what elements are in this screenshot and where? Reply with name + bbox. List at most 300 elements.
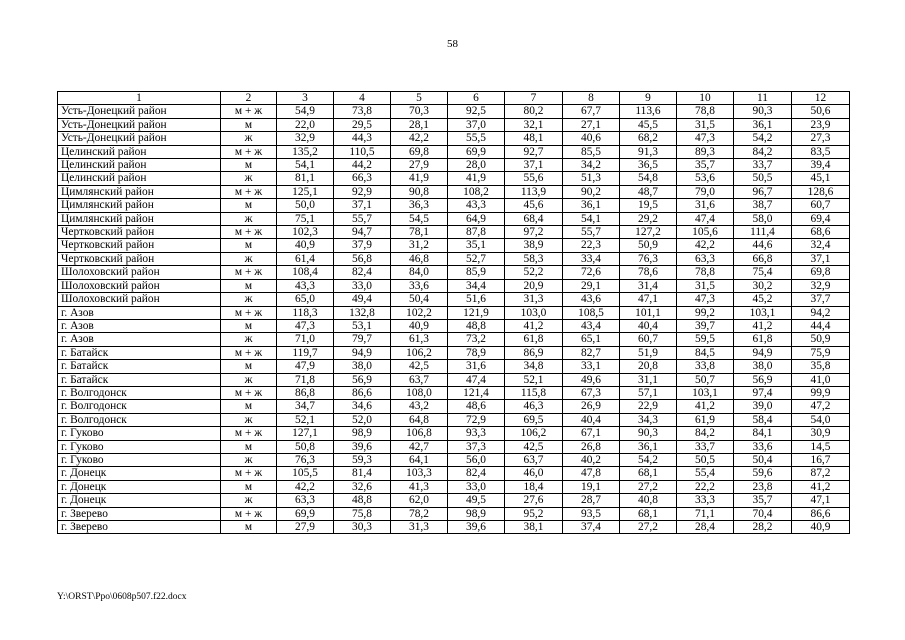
value-cell: 118,3 [277,306,334,319]
value-cell: 34,7 [277,400,334,413]
value-cell: 38,9 [505,239,563,252]
value-cell: 79,7 [334,333,391,346]
value-cell: 106,8 [391,427,448,440]
value-cell: 99,9 [792,386,850,399]
value-cell: 29,5 [334,118,391,131]
value-cell: 40,2 [563,453,620,466]
value-cell: 84,1 [734,427,792,440]
value-cell: 46,8 [391,252,448,265]
table-row [58,494,850,507]
value-cell: 71,0 [277,333,334,346]
data-table [57,91,850,534]
sex-cell: м + ж [221,467,277,480]
value-cell: 76,3 [277,453,334,466]
value-cell: 55,5 [448,132,505,145]
value-cell: 18,4 [505,480,563,493]
value-cell: 45,1 [792,172,850,185]
value-cell: 90,8 [391,185,448,198]
value-cell: 23,9 [792,118,850,131]
value-cell: 54,9 [277,105,334,118]
value-cell: 82,7 [563,346,620,359]
value-cell: 61,9 [677,413,734,426]
territory-name-cell: г. Батайск [58,346,221,359]
value-cell: 63,3 [277,494,334,507]
table-row [58,172,850,185]
value-cell: 51,3 [563,172,620,185]
header-cell: 10 [677,92,734,105]
value-cell: 90,3 [620,427,677,440]
value-cell: 82,4 [448,467,505,480]
value-cell: 41,9 [391,172,448,185]
value-cell: 41,2 [792,480,850,493]
value-cell: 78,6 [620,266,677,279]
value-cell: 30,3 [334,521,391,534]
value-cell: 56,0 [448,453,505,466]
value-cell: 33,3 [677,494,734,507]
value-cell: 36,1 [620,440,677,453]
value-cell: 63,7 [391,373,448,386]
value-cell: 76,3 [620,252,677,265]
value-cell: 39,6 [448,521,505,534]
header-cell: 7 [505,92,563,105]
value-cell: 71,1 [677,507,734,520]
value-cell: 65,0 [277,293,334,306]
value-cell: 54,1 [563,212,620,225]
value-cell: 91,3 [620,145,677,158]
value-cell: 40,9 [792,521,850,534]
value-cell: 108,5 [563,306,620,319]
value-cell: 52,0 [334,413,391,426]
table-row [58,266,850,279]
value-cell: 28,7 [563,494,620,507]
value-cell: 93,3 [448,427,505,440]
table-row [58,145,850,158]
value-cell: 68,6 [792,226,850,239]
value-cell: 48,8 [448,319,505,332]
value-cell: 61,8 [505,333,563,346]
value-cell: 20,8 [620,360,677,373]
table-row [58,306,850,319]
value-cell: 28,4 [677,521,734,534]
value-cell: 97,4 [734,386,792,399]
value-cell: 59,3 [334,453,391,466]
page-number: 58 [447,38,458,50]
value-cell: 85,9 [448,266,505,279]
value-cell: 62,0 [391,494,448,507]
value-cell: 37,4 [563,521,620,534]
value-cell: 119,7 [277,346,334,359]
value-cell: 36,3 [391,199,448,212]
value-cell: 108,2 [448,185,505,198]
sex-cell: м + ж [221,105,277,118]
value-cell: 38,7 [734,199,792,212]
value-cell: 40,9 [391,319,448,332]
value-cell: 67,7 [563,105,620,118]
territory-name-cell: Целинский район [58,145,221,158]
value-cell: 22,3 [563,239,620,252]
header-cell: 11 [734,92,792,105]
value-cell: 78,2 [391,507,448,520]
value-cell: 49,5 [448,494,505,507]
value-cell: 83,5 [792,145,850,158]
value-cell: 48,1 [505,132,563,145]
value-cell: 33,1 [563,360,620,373]
value-cell: 22,0 [277,118,334,131]
value-cell: 86,6 [792,507,850,520]
value-cell: 105,6 [677,226,734,239]
value-cell: 68,1 [620,507,677,520]
value-cell: 55,7 [563,226,620,239]
territory-name-cell: г. Зверево [58,507,221,520]
value-cell: 33,6 [391,279,448,292]
value-cell: 47,1 [792,494,850,507]
sex-cell: ж [221,333,277,346]
table-row [58,467,850,480]
value-cell: 84,2 [677,427,734,440]
value-cell: 72,6 [563,266,620,279]
value-cell: 19,1 [563,480,620,493]
value-cell: 69,9 [448,145,505,158]
value-cell: 54,2 [734,132,792,145]
territory-name-cell: Чертковский район [58,239,221,252]
value-cell: 32,1 [505,118,563,131]
value-cell: 60,7 [620,333,677,346]
sex-cell: м + ж [221,266,277,279]
value-cell: 72,9 [448,413,505,426]
value-cell: 41,0 [792,373,850,386]
value-cell: 34,6 [334,400,391,413]
value-cell: 90,3 [734,105,792,118]
value-cell: 85,5 [563,145,620,158]
value-cell: 63,3 [677,252,734,265]
value-cell: 60,7 [792,199,850,212]
territory-name-cell: г. Гуково [58,427,221,440]
value-cell: 32,9 [792,279,850,292]
value-cell: 78,9 [448,346,505,359]
value-cell: 64,1 [391,453,448,466]
value-cell: 70,4 [734,507,792,520]
value-cell: 47,9 [277,360,334,373]
value-cell: 86,8 [277,386,334,399]
value-cell: 81,4 [334,467,391,480]
value-cell: 47,3 [277,319,334,332]
value-cell: 31,1 [620,373,677,386]
value-cell: 22,9 [620,400,677,413]
value-cell: 54,5 [391,212,448,225]
value-cell: 31,2 [391,239,448,252]
value-cell: 45,5 [620,118,677,131]
value-cell: 40,8 [620,494,677,507]
value-cell: 44,4 [792,319,850,332]
value-cell: 55,7 [334,212,391,225]
table-row [58,440,850,453]
value-cell: 113,9 [505,185,563,198]
value-cell: 48,8 [334,494,391,507]
value-cell: 50,9 [792,333,850,346]
sex-cell: ж [221,212,277,225]
value-cell: 78,8 [677,105,734,118]
value-cell: 48,7 [620,185,677,198]
value-cell: 44,3 [334,132,391,145]
table-row [58,400,850,413]
value-cell: 34,8 [505,360,563,373]
territory-name-cell: Целинский район [58,159,221,172]
value-cell: 28,2 [734,521,792,534]
value-cell: 94,2 [792,306,850,319]
value-cell: 50,4 [734,453,792,466]
header-cell: 3 [277,92,334,105]
value-cell: 51,6 [448,293,505,306]
sex-cell: м + ж [221,306,277,319]
value-cell: 46,0 [505,467,563,480]
value-cell: 105,5 [277,467,334,480]
table-row [58,239,850,252]
value-cell: 47,4 [448,373,505,386]
value-cell: 69,9 [277,507,334,520]
value-cell: 50,5 [677,453,734,466]
value-cell: 54,2 [620,453,677,466]
value-cell: 94,9 [734,346,792,359]
table-row [58,333,850,346]
table-row [58,293,850,306]
table-row [58,453,850,466]
territory-name-cell: г. Зверево [58,521,221,534]
header-cell: 8 [563,92,620,105]
table-row [58,427,850,440]
value-cell: 115,8 [505,386,563,399]
value-cell: 53,1 [334,319,391,332]
value-cell: 108,4 [277,266,334,279]
territory-name-cell: Шолоховский район [58,266,221,279]
value-cell: 58,3 [505,252,563,265]
value-cell: 43,2 [391,400,448,413]
value-cell: 27,1 [563,118,620,131]
value-cell: 69,4 [792,212,850,225]
value-cell: 36,5 [620,159,677,172]
sex-cell: м + ж [221,386,277,399]
value-cell: 41,2 [505,319,563,332]
value-cell: 35,7 [677,159,734,172]
territory-name-cell: г. Донецк [58,480,221,493]
territory-name-cell: Шолоховский район [58,279,221,292]
value-cell: 33,8 [677,360,734,373]
sex-cell: м [221,319,277,332]
value-cell: 40,4 [620,319,677,332]
territory-name-cell: Усть-Донецкий район [58,105,221,118]
value-cell: 98,9 [448,507,505,520]
value-cell: 102,2 [391,306,448,319]
value-cell: 40,6 [563,132,620,145]
value-cell: 56,9 [734,373,792,386]
territory-name-cell: Шолоховский район [58,293,221,306]
table-row [58,521,850,534]
value-cell: 52,1 [277,413,334,426]
value-cell: 59,5 [677,333,734,346]
value-cell: 99,2 [677,306,734,319]
value-cell: 41,2 [677,400,734,413]
value-cell: 103,1 [734,306,792,319]
table-row [58,159,850,172]
sex-cell: м + ж [221,185,277,198]
value-cell: 29,2 [620,212,677,225]
value-cell: 69,5 [505,413,563,426]
territory-name-cell: Целинский район [58,172,221,185]
table-row [58,226,850,239]
value-cell: 31,5 [677,118,734,131]
sex-cell: ж [221,132,277,145]
value-cell: 102,3 [277,226,334,239]
territory-name-cell: г. Волгодонск [58,413,221,426]
value-cell: 35,7 [734,494,792,507]
table-row [58,199,850,212]
value-cell: 43,4 [563,319,620,332]
value-cell: 37,1 [334,199,391,212]
value-cell: 45,2 [734,293,792,306]
value-cell: 30,2 [734,279,792,292]
sex-cell: м [221,521,277,534]
value-cell: 33,7 [734,159,792,172]
value-cell: 86,9 [505,346,563,359]
territory-name-cell: г. Донецк [58,494,221,507]
value-cell: 33,6 [734,440,792,453]
data-table-container [57,91,850,534]
value-cell: 50,9 [620,239,677,252]
territory-name-cell: Усть-Донецкий район [58,132,221,145]
sex-cell: ж [221,293,277,306]
sex-cell: ж [221,373,277,386]
value-cell: 28,0 [448,159,505,172]
value-cell: 63,7 [505,453,563,466]
value-cell: 59,6 [734,467,792,480]
sex-cell: м [221,480,277,493]
value-cell: 103,3 [391,467,448,480]
value-cell: 89,3 [677,145,734,158]
sex-cell: м [221,440,277,453]
value-cell: 28,1 [391,118,448,131]
value-cell: 16,7 [792,453,850,466]
value-cell: 69,8 [792,266,850,279]
value-cell: 52,7 [448,252,505,265]
value-cell: 92,7 [505,145,563,158]
value-cell: 67,1 [563,427,620,440]
value-cell: 31,5 [677,279,734,292]
header-cell: 4 [334,92,391,105]
value-cell: 64,8 [391,413,448,426]
value-cell: 121,9 [448,306,505,319]
value-cell: 73,2 [448,333,505,346]
value-cell: 92,5 [448,105,505,118]
value-cell: 121,4 [448,386,505,399]
sex-cell: м [221,159,277,172]
value-cell: 37,3 [448,440,505,453]
table-row [58,319,850,332]
sex-cell: ж [221,453,277,466]
value-cell: 33,7 [677,440,734,453]
table-row [58,360,850,373]
value-cell: 46,3 [505,400,563,413]
value-cell: 38,1 [505,521,563,534]
value-cell: 52,2 [505,266,563,279]
value-cell: 47,3 [677,293,734,306]
value-cell: 57,1 [620,386,677,399]
value-cell: 68,2 [620,132,677,145]
value-cell: 78,8 [677,266,734,279]
value-cell: 135,2 [277,145,334,158]
value-cell: 44,2 [334,159,391,172]
value-cell: 75,8 [334,507,391,520]
value-cell: 27,9 [277,521,334,534]
value-cell: 94,7 [334,226,391,239]
value-cell: 81,1 [277,172,334,185]
value-cell: 73,8 [334,105,391,118]
territory-name-cell: г. Азов [58,333,221,346]
value-cell: 106,2 [505,427,563,440]
header-cell: 6 [448,92,505,105]
value-cell: 43,3 [448,199,505,212]
value-cell: 41,2 [734,319,792,332]
value-cell: 94,9 [334,346,391,359]
value-cell: 40,9 [277,239,334,252]
header-cell: 2 [221,92,277,105]
header-cell: 5 [391,92,448,105]
value-cell: 23,8 [734,480,792,493]
value-cell: 38,0 [334,360,391,373]
value-cell: 79,0 [677,185,734,198]
value-cell: 66,8 [734,252,792,265]
value-cell: 53,6 [677,172,734,185]
territory-name-cell: г. Батайск [58,373,221,386]
territory-name-cell: г. Азов [58,319,221,332]
table-row [58,373,850,386]
sex-cell: м [221,360,277,373]
sex-cell: ж [221,172,277,185]
territory-name-cell: Цимлянский район [58,212,221,225]
value-cell: 47,3 [677,132,734,145]
value-cell: 34,3 [620,413,677,426]
value-cell: 78,1 [391,226,448,239]
territory-name-cell: г. Донецк [58,467,221,480]
value-cell: 42,2 [677,239,734,252]
value-cell: 47,4 [677,212,734,225]
value-cell: 27,9 [391,159,448,172]
sex-cell: м [221,279,277,292]
header-cell: 1 [58,92,221,105]
value-cell: 58,4 [734,413,792,426]
value-cell: 37,9 [334,239,391,252]
value-cell: 34,2 [563,159,620,172]
value-cell: 42,5 [505,440,563,453]
value-cell: 32,9 [277,132,334,145]
value-cell: 39,4 [792,159,850,172]
territory-name-cell: Усть-Донецкий район [58,118,221,131]
sex-cell: м + ж [221,145,277,158]
value-cell: 54,0 [792,413,850,426]
value-cell: 42,7 [391,440,448,453]
table-row [58,118,850,131]
territory-name-cell: г. Гуково [58,440,221,453]
value-cell: 93,5 [563,507,620,520]
table-row [58,507,850,520]
table-row [58,105,850,118]
value-cell: 80,2 [505,105,563,118]
value-cell: 14,5 [792,440,850,453]
value-cell: 43,3 [277,279,334,292]
value-cell: 71,8 [277,373,334,386]
value-cell: 27,3 [792,132,850,145]
value-cell: 31,3 [505,293,563,306]
value-cell: 111,4 [734,226,792,239]
value-cell: 84,2 [734,145,792,158]
